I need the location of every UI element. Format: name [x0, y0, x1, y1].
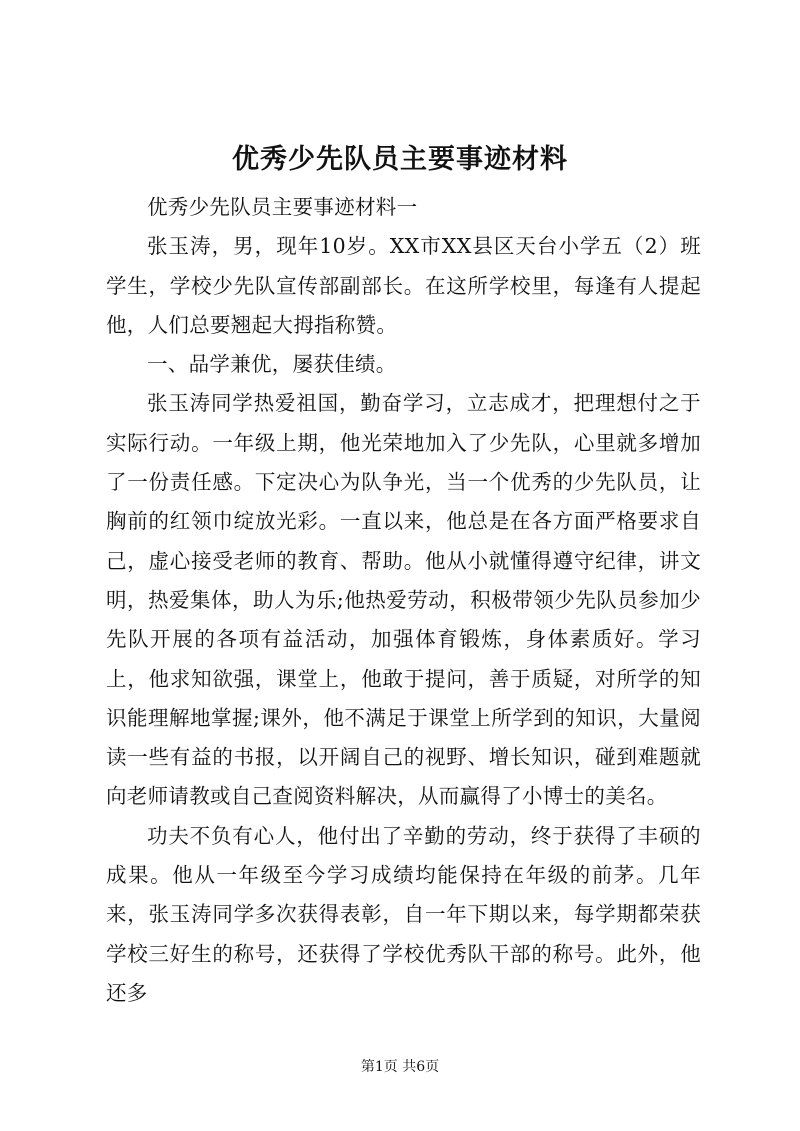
paragraph-study: 张玉涛同学热爱祖国，勤奋学习，立志成才，把理想付之于实际行动。一年级上期，他光荣地加入了少先队，心里就多增加了一份责任感。下定决心为队争光，当一个优秀的少先队员，让胸前的红领巾绽放光彩。一直以来，他总是在各方面严格要求自己，虚心接受老师的教育、帮助。他从小就懂得遵守纪律，讲文明，热爱集体，助人为乐;他热爱劳动，积极带领少先队员参加少先队开展的各项有益活动，加强体育锻炼，身体素质好。学习上，他求知欲强，课堂上，他敢于提问，善于质疑，对所学的知识能理解地掌握;课外，他不满足于课堂上所学到的知识，大量阅读一些有益的书报，以开阔自己的视野、增长知识，碰到难题就向老师请教或自己查阅资料解决，从而赢得了小博士的美名。: [106, 391, 701, 809]
document-body: [106, 188, 701, 1013]
paragraph-achievements: 功夫不负有心人，他付出了辛勤的劳动，终于获得了丰硕的成果。他从一年级至今学习成绩均能保持在年级的前茅。几年来，张玉涛同学多次获得表彰，自一年下期以来，每学期都荣获学校三好生的称号，还获得了学校优秀队干部的称号。此外，他还多: [106, 823, 701, 1005]
page-footer: 第1页 共6页: [360, 1059, 440, 1075]
document-title: 优秀少先队员主要事迹材料: [232, 144, 568, 175]
section-heading: 优秀少先队员主要事迹材料一: [147, 195, 418, 219]
subsection-heading: 一、品学兼优，屡获佳绩。: [147, 352, 397, 377]
paragraph-intro: 张玉涛，男，现年10岁。XX市XX县区天台小学五（2）班学生，学校少先队宣传部副部长。在这所学校里，每逢有人提起他，人们总要翘起大拇指称赞。: [106, 234, 701, 337]
